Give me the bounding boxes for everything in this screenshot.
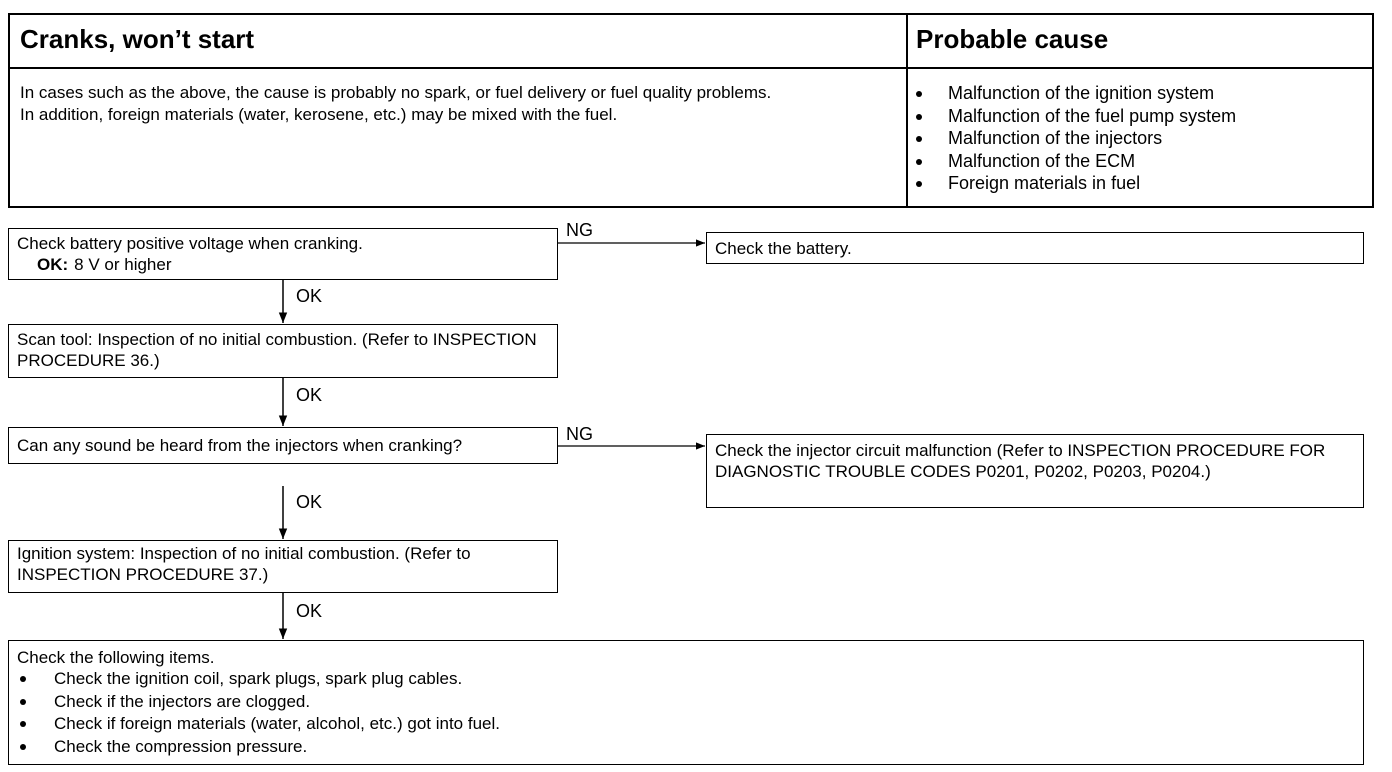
step-battery-check bbox=[8, 228, 558, 280]
ok-criterion-label: OK: bbox=[37, 255, 69, 274]
table-row-divider bbox=[8, 67, 1374, 69]
probable-cause-list bbox=[914, 82, 1364, 195]
cause-item: Malfunction of the injectors bbox=[914, 127, 1364, 150]
cause-item: Malfunction of the ignition system bbox=[914, 82, 1364, 105]
ok-criterion bbox=[17, 254, 549, 275]
check-items-heading: Check the following items. bbox=[17, 648, 215, 667]
cause-item: Malfunction of the fuel pump system bbox=[914, 105, 1364, 128]
ng-label: NG bbox=[566, 220, 593, 240]
step-injector-sound: Can any sound be heard from the injectors when cranking? bbox=[8, 427, 558, 464]
result-injector-circuit: Check the injector circuit malfunction (Refer to INSPECTION PROCEDURE FOR DIAGNOSTIC TROUBLE CODES P0201, P0202, P0203, P0204.) bbox=[706, 434, 1364, 508]
cause-item: Foreign materials in fuel bbox=[914, 172, 1364, 195]
ok-criterion-value: 8 V or higher bbox=[74, 255, 172, 274]
probable-cause-title: Probable cause bbox=[916, 24, 1109, 54]
step-scan-tool-inspection: Scan tool: Inspection of no initial combustion. (Refer to INSPECTION PROCEDURE 36.) bbox=[8, 324, 558, 378]
ok-label: OK bbox=[296, 492, 323, 512]
step-ignition-inspection: Ignition system: Inspection of no initial combustion. (Refer to INSPECTION PROCEDURE 37.) bbox=[8, 540, 558, 593]
ng-label: NG bbox=[566, 424, 593, 444]
step-check-items bbox=[8, 640, 1364, 765]
result-check-battery: Check the battery. bbox=[706, 232, 1364, 264]
table-column-divider bbox=[906, 13, 908, 208]
description-line: In addition, foreign materials (water, kerosene, etc.) may be mixed with the fuel. bbox=[20, 105, 618, 124]
step-text: Check battery positive voltage when cranking. bbox=[17, 234, 363, 253]
check-item: Check if the injectors are clogged. bbox=[17, 691, 1355, 714]
symptom-title: Cranks, won’t start bbox=[20, 24, 255, 54]
check-items-list bbox=[17, 668, 1355, 758]
check-item: Check the ignition coil, spark plugs, spark plug cables. bbox=[17, 668, 1355, 691]
symptom-description bbox=[20, 82, 900, 126]
check-item: Check the compression pressure. bbox=[17, 736, 1355, 759]
ok-label: OK bbox=[296, 601, 323, 621]
description-line: In cases such as the above, the cause is probably no spark, or fuel delivery or fuel quality problems. bbox=[20, 83, 772, 102]
check-item: Check if foreign materials (water, alcohol, etc.) got into fuel. bbox=[17, 713, 1355, 736]
ok-label: OK bbox=[296, 286, 323, 306]
ok-label: OK bbox=[296, 385, 323, 405]
cause-item: Malfunction of the ECM bbox=[914, 150, 1364, 173]
